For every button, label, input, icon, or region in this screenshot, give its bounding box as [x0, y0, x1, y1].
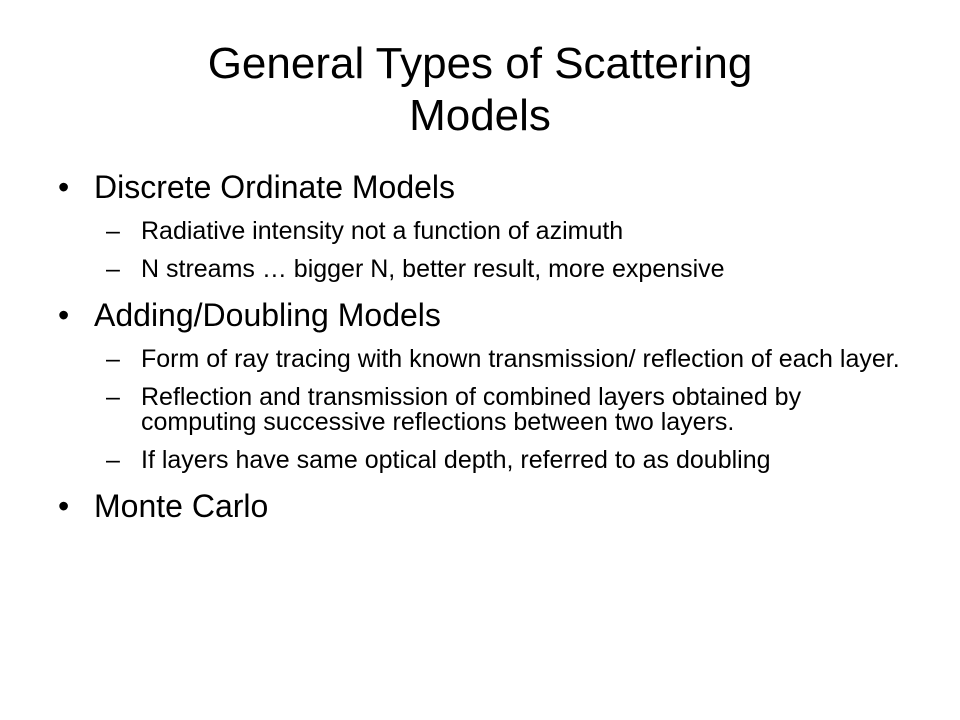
sub-bullet-item [0, 219, 960, 244]
bullet-item-adding-doubling [0, 296, 960, 334]
sub-bullet-item [0, 385, 960, 435]
sub-bullet-text: If layers have same optical depth, referred to as doubling [141, 446, 771, 474]
slide-body [0, 168, 960, 525]
bullet-text: Discrete Ordinate Models [94, 169, 456, 205]
title-line-2: Models [409, 91, 551, 140]
bullet-item-monte-carlo [0, 487, 960, 525]
sub-bullet-text: Reflection and transmission of combined layers obtained by computing successive reflections between two layers. [141, 383, 802, 436]
bullet-text: Monte Carlo [94, 488, 269, 524]
bullet-icon: • [58, 488, 70, 524]
sub-bullet-text: Radiative intensity not a function of azimuth [141, 217, 624, 245]
bullet-item-discrete-ordinate [0, 168, 960, 206]
sub-bullet-item [0, 347, 960, 372]
dash-icon: – [106, 217, 120, 245]
sub-bullet-item [0, 448, 960, 473]
dash-icon: – [106, 383, 120, 411]
sub-bullet-text: N streams … bigger N, better result, more expensive [141, 255, 725, 283]
sub-bullet-item [0, 257, 960, 282]
slide-title [80, 38, 880, 142]
bullet-icon: • [58, 169, 70, 205]
dash-icon: – [106, 255, 120, 283]
bullet-icon: • [58, 297, 70, 333]
dash-icon: – [106, 446, 120, 474]
title-line-1: General Types of Scattering [207, 39, 753, 88]
dash-icon: – [106, 345, 120, 373]
bullet-text: Adding/Doubling Models [94, 297, 441, 333]
sub-bullet-text: Form of ray tracing with known transmission/ reflection of each layer. [141, 345, 900, 373]
